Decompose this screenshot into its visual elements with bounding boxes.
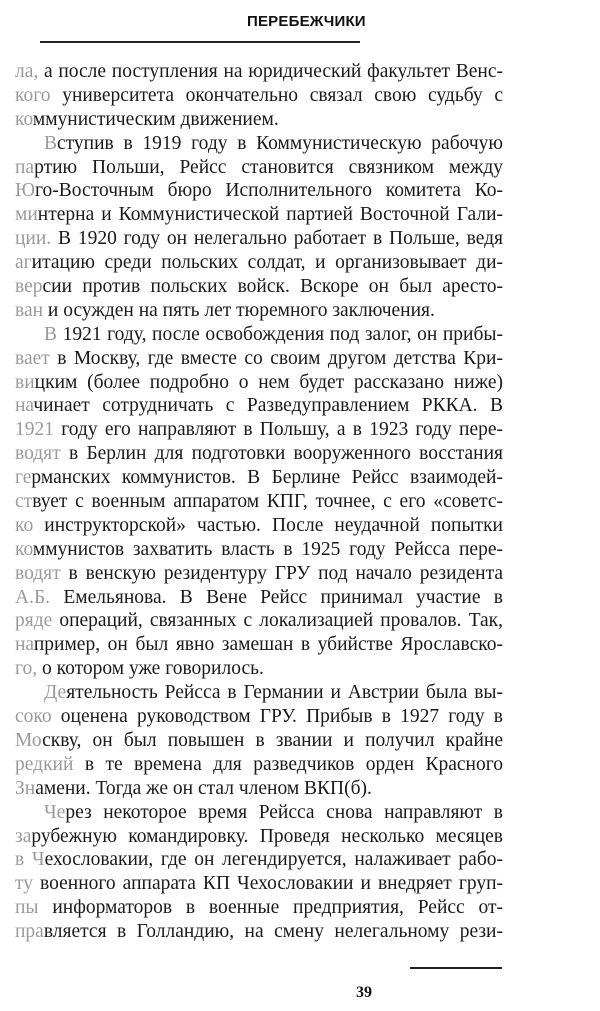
body-text — [15, 60, 503, 944]
faded-line-start: Зн — [15, 777, 36, 799]
faded-line-start: 1921 — [15, 419, 54, 441]
line-text: оценена руководством ГРУ. Прибыв в 1927 году в — [51, 706, 503, 728]
faded-line-start: редкий — [15, 753, 74, 775]
text-line — [15, 394, 503, 418]
faded-line-start: вает — [15, 347, 50, 369]
line-text: году его направляют в Польшу, а в 1923 году пере- — [54, 419, 503, 441]
text-line — [15, 418, 503, 442]
text-line — [15, 275, 503, 299]
text-line — [15, 514, 503, 538]
line-text: в те времена для разведчиков орден Красного — [73, 753, 503, 775]
faded-line-start: аг — [15, 252, 32, 274]
line-text: ятельность Рейсса в Германии и Австрии была вы- — [66, 682, 503, 704]
line-text: университета окончательно связал свою судьбу с — [50, 84, 503, 106]
page-number: 39 — [356, 984, 372, 1001]
text-line — [15, 347, 503, 371]
line-text: сии против польских войск. Вскоре он был аресто- — [42, 276, 503, 298]
text-line — [15, 84, 503, 108]
text-line — [15, 657, 503, 681]
text-line — [15, 108, 503, 132]
text-line — [15, 825, 503, 849]
footer-rule — [410, 967, 502, 969]
line-text: и осужден на пять лет тюремного заключения. — [43, 299, 435, 321]
line-text: операций, связанных с локализацией провалов. Так, — [52, 610, 503, 632]
line-text: вляется в Голландию, на смену нелегальному рези- — [43, 921, 503, 943]
faded-line-start: Ю — [15, 180, 36, 202]
faded-line-start: кого — [15, 84, 51, 106]
header-rule — [40, 41, 360, 43]
text-line — [15, 705, 503, 729]
line-text: амени. Тогда же он стал членом ВКП(б). — [35, 777, 372, 799]
line-text: В 1920 году он нелегально работает в Польше, ведя — [51, 228, 503, 250]
faded-line-start: Че — [44, 801, 66, 823]
faded-line-start: ге — [15, 467, 32, 489]
text-line — [15, 299, 503, 323]
line-text: го-Восточным бюро Исполнительного комитета Ко- — [35, 180, 503, 202]
text-line — [15, 729, 503, 753]
text-line — [15, 586, 503, 610]
text-line — [15, 609, 503, 633]
faded-line-start: па — [15, 156, 35, 178]
faded-line-start: ст — [15, 491, 33, 513]
text-line — [15, 490, 503, 514]
text-line — [15, 371, 503, 395]
faded-line-start: ви — [15, 371, 35, 393]
faded-line-start: ми — [15, 204, 38, 226]
text-line — [15, 323, 503, 347]
line-text: ммунистов захватить власть в 1925 году Рейсса пере- — [32, 538, 503, 560]
faded-line-start: В — [44, 132, 58, 154]
line-text: военного аппарата КП Чехословакии и внедряет груп- — [33, 873, 503, 895]
faded-line-start: на — [15, 395, 34, 417]
faded-line-start: ко — [15, 538, 33, 560]
text-line — [15, 848, 503, 872]
line-text: вует с военным аппаратом КПГ, точнее, с его «советс- — [32, 491, 503, 513]
line-text: информаторов в военные предприятия, Рейсс от- — [38, 897, 503, 919]
line-text: а после поступления на юридический факультет Венс- — [38, 61, 503, 82]
line-text: инструкторской» частью. После неудачной попытки — [33, 514, 503, 536]
line-text: в Берлин для подготовки вооруженного восстания — [60, 443, 503, 465]
line-text: рманских коммунистов. В Берлине Рейсс взаимодей- — [31, 467, 503, 489]
faded-line-start: ла, — [15, 61, 39, 82]
line-text: нтерна и Коммунистической партией Восточной Гали- — [37, 204, 503, 226]
text-line — [15, 801, 503, 825]
text-line — [15, 227, 503, 251]
faded-line-start: Де — [44, 682, 67, 704]
line-text: Емельянова. В Вене Рейсс принимал участие в — [50, 586, 503, 608]
text-line — [15, 442, 503, 466]
faded-line-start: пы — [15, 897, 39, 919]
line-text: в Москву, где вместе со своим другом детства Кри- — [49, 347, 503, 369]
faded-line-start: за — [15, 825, 32, 847]
line-text: о котором уже говорилось. — [37, 658, 264, 680]
text-line — [15, 60, 503, 84]
faded-line-start: А.Б. — [15, 586, 51, 608]
text-line — [15, 132, 503, 156]
text-line — [15, 872, 503, 896]
faded-line-start: го, — [15, 658, 38, 680]
text-line — [15, 681, 503, 705]
line-text: ступив в 1919 году в Коммунистическую рабочую — [57, 132, 503, 154]
text-line — [15, 753, 503, 777]
text-line — [15, 896, 503, 920]
line-text: рубежную командировку. Проведя несколько месяцев — [31, 825, 503, 847]
faded-line-start: ко — [15, 108, 33, 130]
line-text: в венскую резидентуру ГРУ под начало резидента — [60, 562, 503, 584]
text-line — [15, 538, 503, 562]
faded-line-start: ко — [15, 514, 34, 536]
faded-line-start: ции. — [15, 228, 52, 250]
line-text: цким (более подробно о нем будет рассказано ниже) — [34, 371, 503, 393]
faded-line-start: Мо — [15, 729, 43, 751]
faded-line-start: ван — [15, 299, 44, 321]
text-line — [15, 920, 503, 944]
running-head: ПЕРЕБЕЖЧИКИ — [247, 13, 366, 30]
line-text: рез некоторое время Рейсса снова направляют в — [65, 801, 503, 823]
faded-line-start: соко — [15, 706, 52, 728]
text-line — [15, 466, 503, 490]
faded-line-start: водят — [15, 562, 61, 584]
text-line — [15, 251, 503, 275]
line-text: чинает сотрудничать с Разведуправлением РККА. В — [33, 395, 503, 417]
faded-line-start: в Ч — [15, 849, 45, 871]
line-text: ртию Польши, Рейсс становится связником между — [34, 156, 503, 178]
faded-line-start: на — [15, 634, 34, 656]
text-line — [15, 562, 503, 586]
text-line — [15, 633, 503, 657]
faded-line-start: ту — [15, 873, 34, 895]
faded-line-start: пра — [15, 921, 44, 943]
faded-line-start: ряде — [15, 610, 53, 632]
text-line — [15, 203, 503, 227]
line-text: итацию среди польских солдат, и организовывает ди- — [31, 252, 503, 274]
line-text: скву, он был повышен в звании и получил крайне — [42, 729, 503, 751]
text-line — [15, 179, 503, 203]
faded-line-start: водят — [15, 443, 61, 465]
text-line — [15, 156, 503, 180]
text-line — [15, 777, 503, 801]
line-text: пример, он был явно замешан в убийстве Ярославско- — [33, 634, 503, 656]
line-text: 1921 году, после освобождения под залог, он прибы- — [57, 323, 503, 345]
faded-line-start: В — [44, 323, 58, 345]
line-text: ехословакии, где он легендируется, налаживает рабо- — [44, 849, 503, 871]
faded-line-start: вер — [15, 276, 43, 298]
line-text: ммунистическим движением. — [32, 108, 279, 130]
